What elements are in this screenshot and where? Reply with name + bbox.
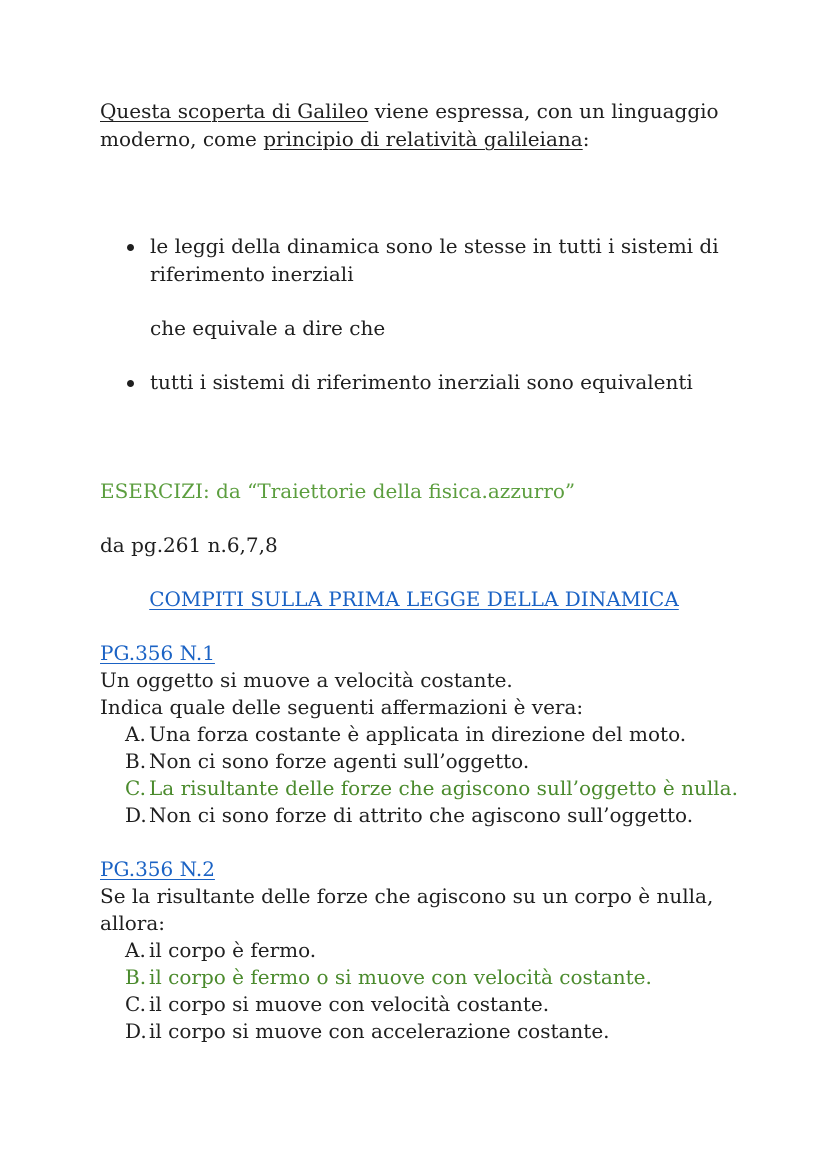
exercises-pages: da pg.261 n.6,7,8	[100, 533, 278, 557]
q1-reference-link[interactable]: PG.356 N.1	[100, 641, 215, 665]
q1-option-b-letter: B.	[125, 749, 147, 773]
q2-reference-link[interactable]: PG.356 N.2	[100, 857, 215, 881]
bullet-dot-2	[127, 380, 134, 387]
q1-line-2: Indica quale delle seguenti affermazioni è vera:	[100, 695, 584, 719]
q2-option-d	[125, 1018, 610, 1045]
q1-option-c-letter: C.	[125, 776, 146, 800]
bullet-1-line-2: riferimento inerziali	[150, 262, 354, 286]
q2-option-a-text: il corpo è fermo.	[149, 938, 317, 962]
q1-option-b	[125, 748, 529, 775]
q1-option-c-correct	[125, 775, 738, 802]
q2-option-b-correct	[125, 964, 652, 991]
q2-option-b-letter: B.	[125, 965, 147, 989]
homework-title-link[interactable]: COMPITI SULLA PRIMA LEGGE DELLA DINAMICA	[149, 587, 679, 611]
relativity-principle-underlined: principio di relatività galileiana	[263, 127, 583, 151]
q1-line-1: Un oggetto si muove a velocità costante.	[100, 668, 513, 692]
q1-option-c-text: La risultante delle forze che agiscono sull’oggetto è nulla.	[149, 776, 738, 800]
bullet-dot-1	[127, 244, 134, 251]
q2-option-d-text: il corpo si muove con accelerazione costante.	[149, 1019, 610, 1043]
intro-colon: :	[582, 127, 590, 151]
q2-option-d-letter: D.	[125, 1019, 147, 1043]
galileo-discovery-underlined: Questa scoperta di Galileo	[100, 99, 369, 123]
q2-option-a-letter: A.	[125, 938, 146, 962]
q1-option-d-letter: D.	[125, 803, 147, 827]
intro-line-2	[100, 126, 589, 153]
q1-option-a-letter: A.	[125, 722, 146, 746]
q2-option-c-text: il corpo si muove con velocità costante.	[149, 992, 550, 1016]
q1-option-d	[125, 802, 693, 829]
q2-option-c-letter: C.	[125, 992, 146, 1016]
q1-option-d-text: Non ci sono forze di attrito che agiscono sull’oggetto.	[149, 803, 694, 827]
exercises-heading: ESERCIZI: da “Traiettorie della fisica.azzurro”	[100, 479, 576, 503]
bullet-1-line-1: le leggi della dinamica sono le stesse in tutti i sistemi di	[150, 234, 719, 258]
bullet-middle-text: che equivale a dire che	[150, 316, 386, 340]
q2-option-c	[125, 991, 549, 1018]
q1-option-b-text: Non ci sono forze agenti sull’oggetto.	[149, 749, 530, 773]
q2-line-1: Se la risultante delle forze che agiscono su un corpo è nulla,	[100, 884, 714, 908]
intro-text-1: viene espressa, con un linguaggio	[368, 99, 719, 123]
intro-line-1	[100, 98, 719, 125]
intro-text-2: moderno, come	[100, 127, 264, 151]
bullet-2: tutti i sistemi di riferimento inerziali sono equivalenti	[150, 370, 693, 394]
q2-line-2: allora:	[100, 911, 165, 935]
q2-option-a	[125, 937, 316, 964]
q1-option-a	[125, 721, 686, 748]
q2-option-b-text: il corpo è fermo o si muove con velocità costante.	[149, 965, 652, 989]
q1-option-a-text: Una forza costante è applicata in direzione del moto.	[149, 722, 687, 746]
